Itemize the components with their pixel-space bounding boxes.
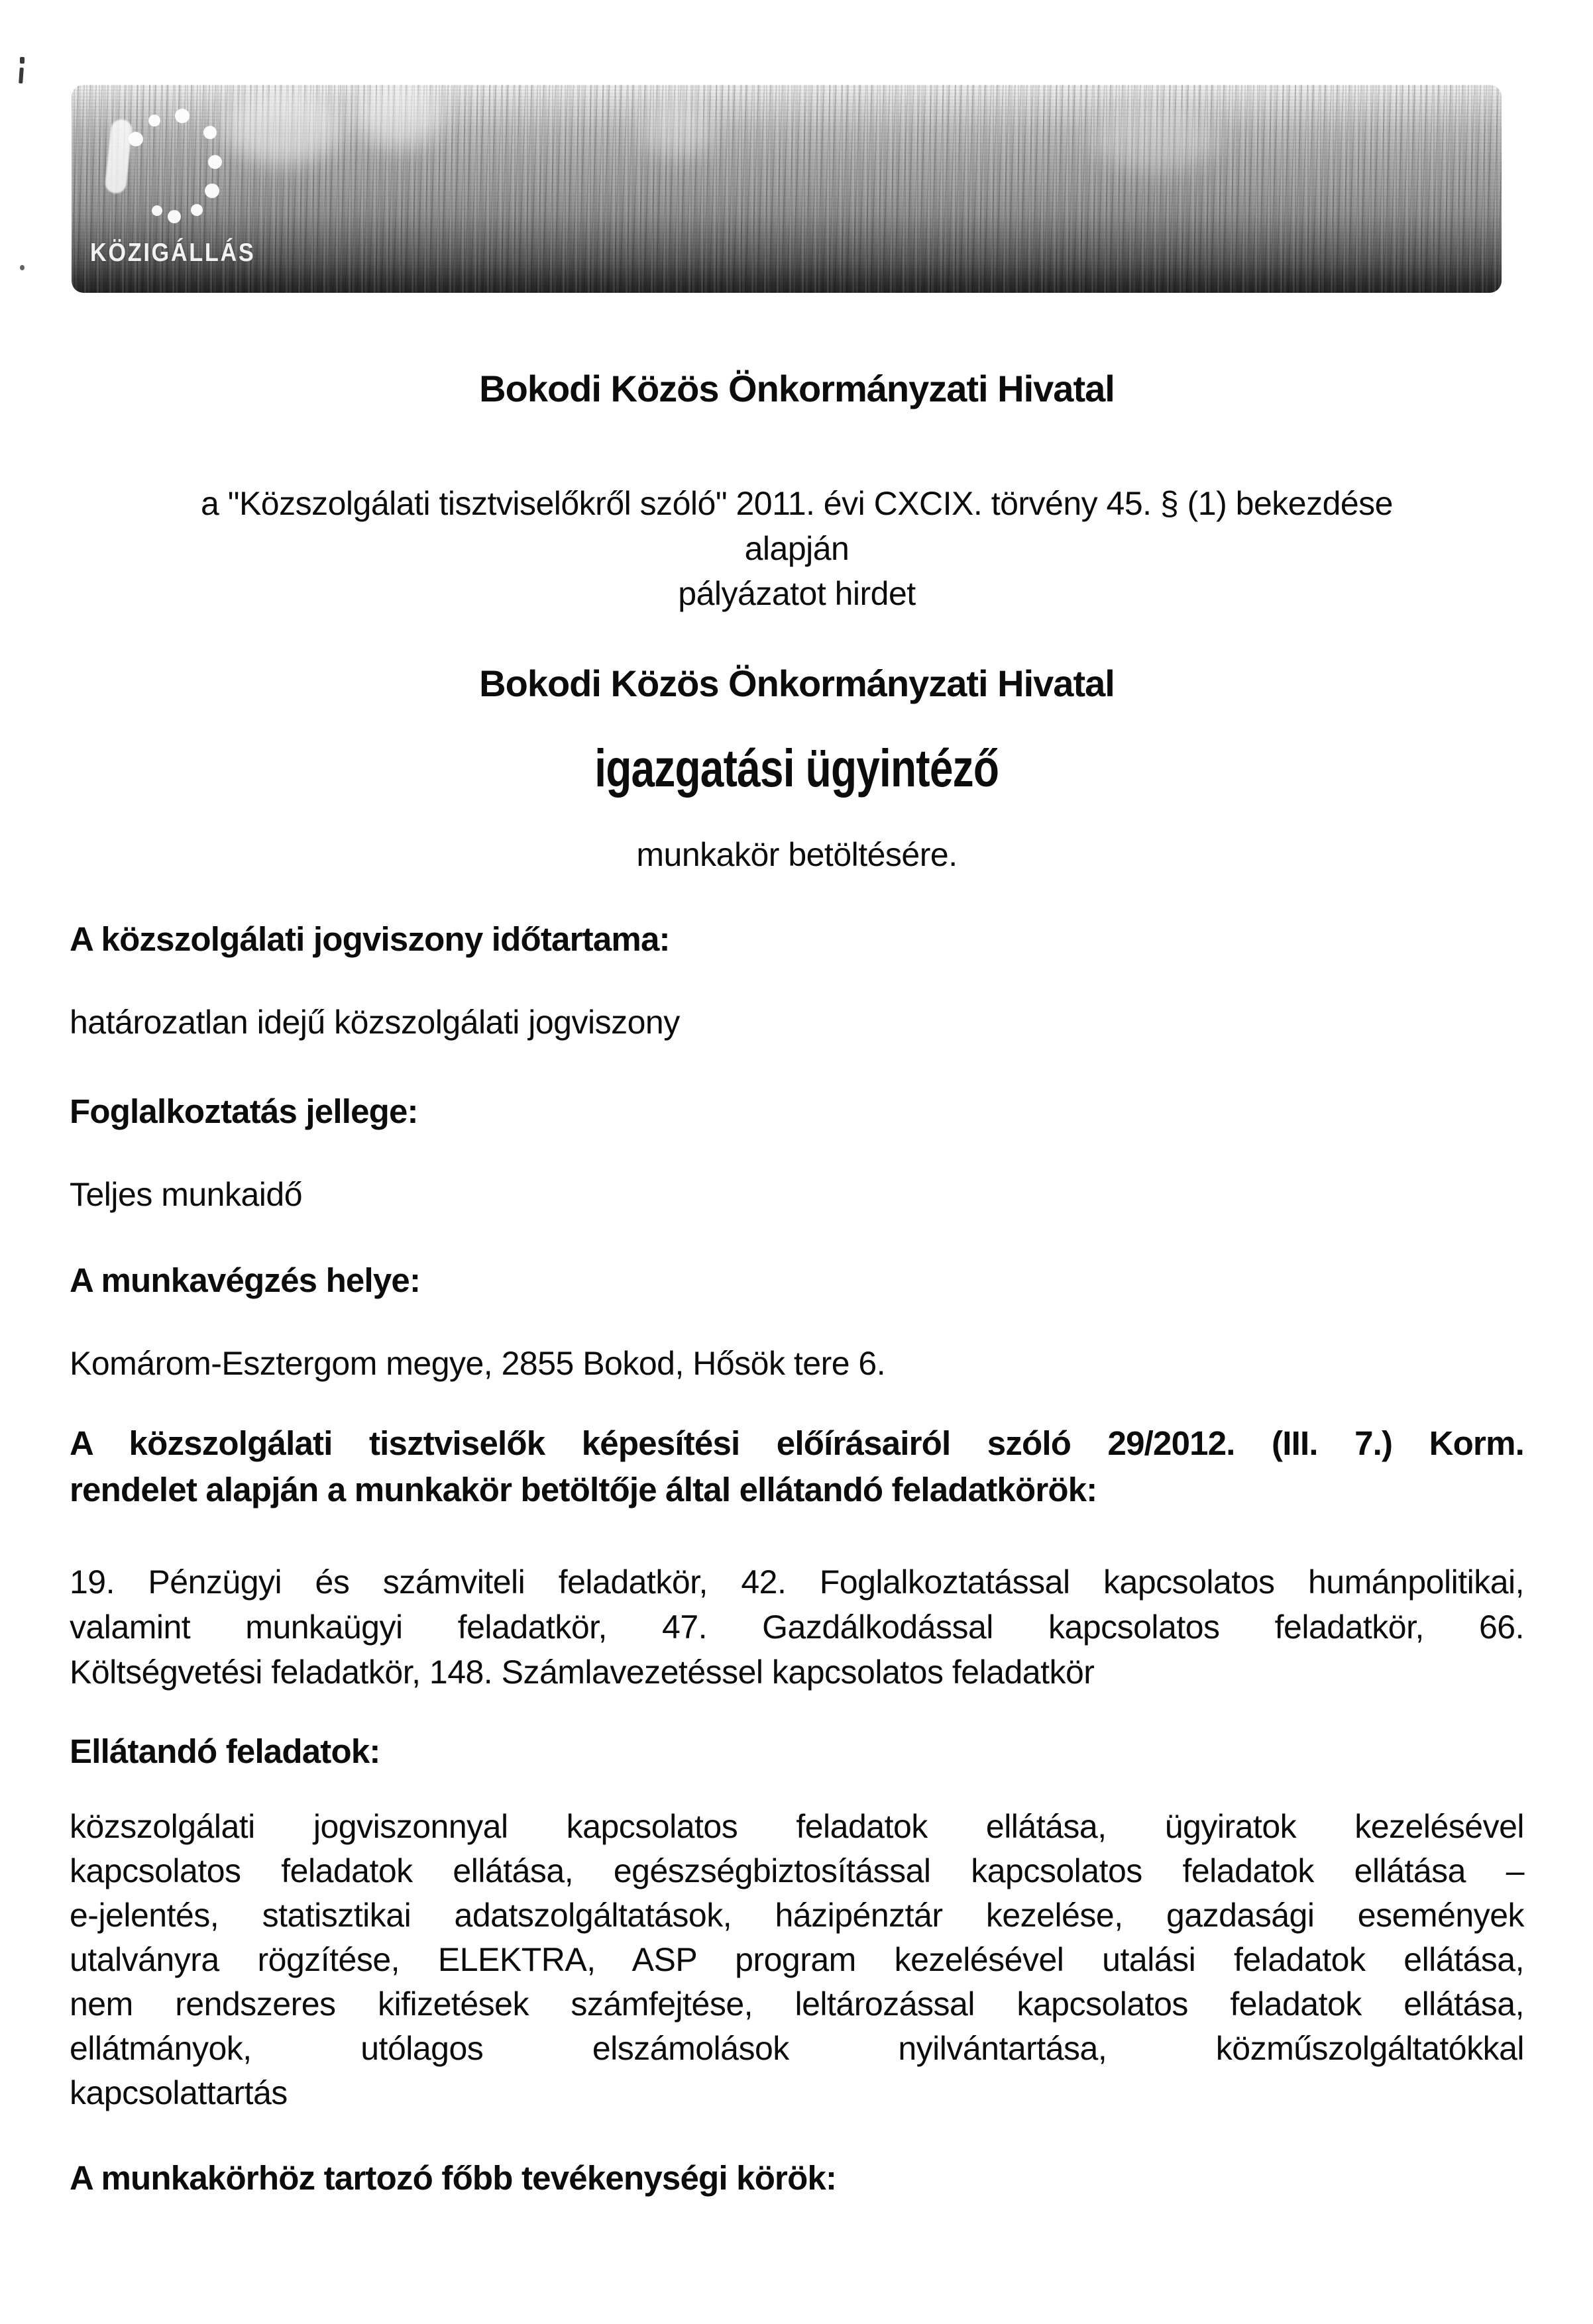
text-line: A közszolgálati tisztviselők képesítési előírásairól szóló 29/2012. (III. 7.) Korm.: [70, 1424, 1524, 1462]
section-heading-tevekenysegi: A munkakörhöz tartozó főbb tevékenységi körök:: [70, 2159, 837, 2197]
section-text-ellatando: [70, 1805, 1524, 2115]
text-line: kapcsolatos feladatok ellátása, egészségbiztosítással kapcsolatos feladatok ellátása –: [70, 1852, 1524, 1889]
section-heading-ellatando: Ellátandó feladatok:: [70, 1732, 380, 1770]
section-text-munkavegzes: Komárom-Esztergom megye, 2855 Bokod, Hősök tere 6.: [70, 1345, 886, 1382]
banner-light-blob: [357, 85, 443, 148]
kozigallas-wordmark: KÖZIGÁLLÁS: [90, 238, 256, 267]
text-line: Költségvetési feladatkör, 148. Számlavezetéssel kapcsolatos feladatkör: [70, 1654, 1095, 1691]
banner-light-blob: [641, 105, 714, 158]
org-title: Bokodi Közös Önkormányzati Hivatal: [479, 368, 1115, 409]
kozigallas-logo-dots-icon: [72, 85, 284, 257]
text-line: alapján: [744, 530, 850, 567]
text-line: e-jelentés, statisztikai adatszolgáltatások, házipénztár kezelése, gazdasági események: [70, 1897, 1524, 1934]
position-suffix: munkakör betöltésére.: [636, 836, 958, 873]
text-line: pályázatot hirdet: [678, 575, 916, 612]
text-line: valamint munkaügyi feladatkör, 47. Gazdálkodással kapcsolatos feladatkör, 66.: [70, 1609, 1524, 1646]
section-heading-foglalkoztatas: Foglalkoztatás jellege:: [70, 1092, 418, 1130]
text-line: a "Közszolgálati tisztviselőkről szóló" 2011. évi CXCIX. törvény 45. § (1) bekezdése: [201, 485, 1393, 522]
position-title: [70, 737, 1524, 800]
text-line: ellátmányok, utólagos elszámolások nyilvántartása, közműszolgáltatókkal: [70, 2030, 1524, 2067]
text-line: rendelet alapján a munkakör betöltője által ellátandó feladatkörök:: [70, 1471, 1097, 1508]
kozigallas-banner-image: [72, 85, 1502, 293]
text-line: nem rendszeres kifizetések számfejtése, leltározással kapcsolatos feladatok ellátása,: [70, 1985, 1524, 2023]
scan-artifact: [20, 265, 25, 270]
banner-light-blob: [1092, 111, 1218, 171]
text-line: közszolgálati jogviszonnyal kapcsolatos feladatok ellátása, ügyiratok kezelésével: [70, 1808, 1524, 1845]
section-heading-jogviszony: A közszolgálati jogviszony időtartama:: [70, 920, 670, 958]
section-text-feladatkorok: [70, 1559, 1524, 1695]
scan-artifact: [20, 57, 25, 64]
section-text-foglalkoztatas: Teljes munkaidő: [70, 1176, 303, 1213]
section-heading-munkavegzes: A munkavégzés helye:: [70, 1261, 421, 1299]
text-line: kapcsolattartás: [70, 2074, 288, 2111]
text-line: 19. Pénzügyi és számviteli feladatkör, 42. Foglalkoztatással kapcsolatos humánpolitikai,: [70, 1563, 1524, 1601]
section-text-jogviszony: határozatlan idejű közszolgálati jogviszony: [70, 1004, 680, 1041]
org-title-repeat: Bokodi Közös Önkormányzati Hivatal: [479, 662, 1115, 704]
position-title-text: igazgatási ügyintéző: [594, 739, 999, 798]
scan-artifact: [19, 68, 24, 83]
legal-basis-text: [70, 481, 1524, 616]
text-line: utalványra rögzítése, ELEKTRA, ASP program kezelésével utalási feladatok ellátása,: [70, 1941, 1524, 1978]
section-heading-kepesitesi: [70, 1420, 1524, 1513]
